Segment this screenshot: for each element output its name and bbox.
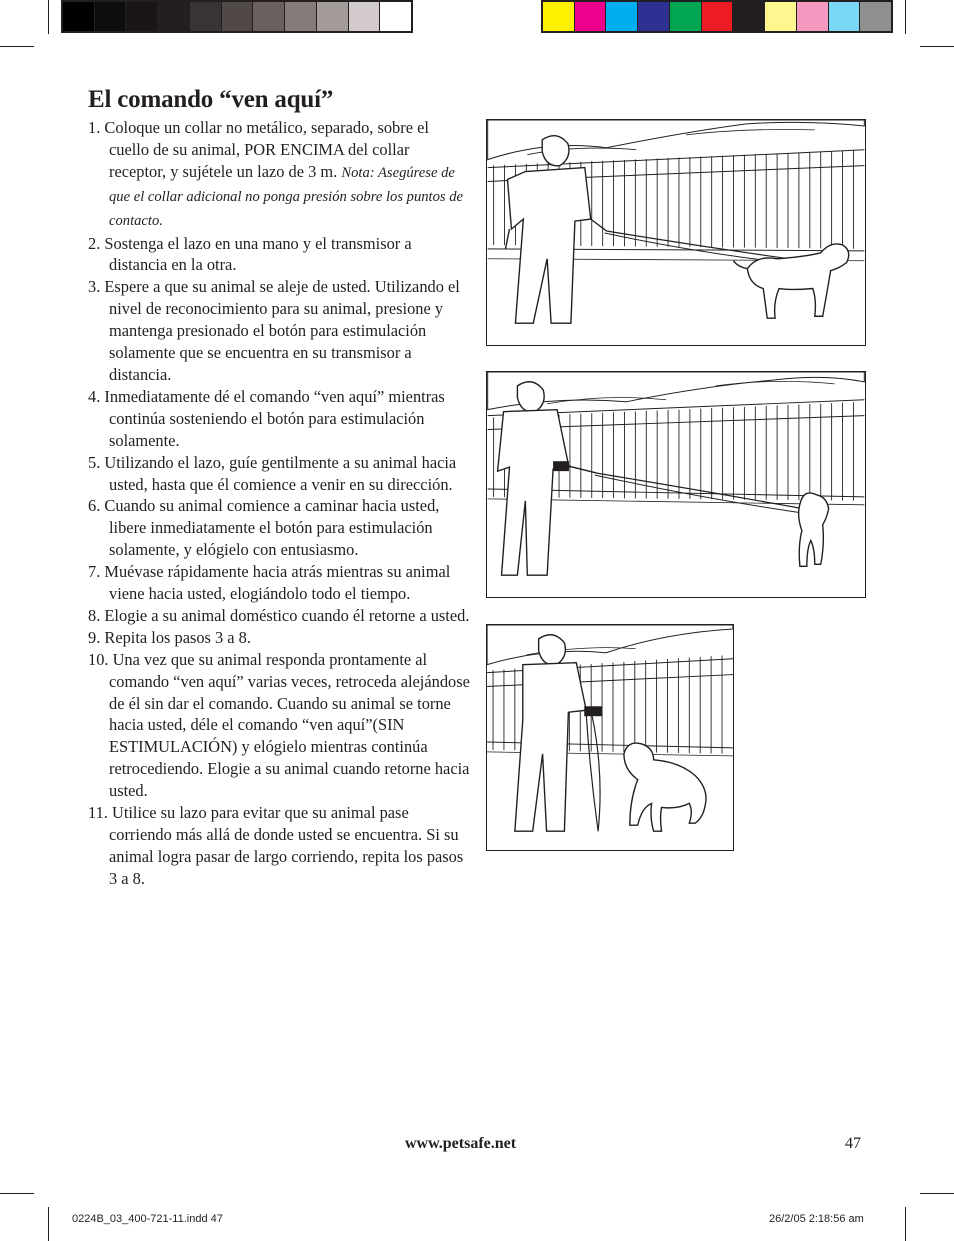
color-swatch	[797, 2, 829, 31]
illustration-drawing	[487, 372, 865, 597]
step-item: 10. Una vez que su animal responda prontamente al comando “ven aquí” varias veces, retroceda alejándose de él sin dar el comando. Cuando su animal se torne hacia usted, déle el comando “ven aquí”(SIN ESTIMULACIÓN) y elógielo mientras continúa retrocediendo. Elogie a su animal cuando retorne hacia usted.	[88, 649, 470, 801]
crop-mark	[0, 46, 34, 47]
illustration-drawing	[487, 625, 733, 850]
step-item: 3. Espere a que su animal se aleje de usted. Utilizando el nivel de reconocimiento para su animal, presione y mantenga presionado el botón para estimulación solamente que se encuentra en su transmisor a distancia.	[88, 277, 460, 384]
crop-mark	[0, 1193, 34, 1194]
color-swatch	[317, 2, 349, 31]
step-item: 8. Elogie a su animal doméstico cuando él retorne a usted.	[88, 605, 470, 625]
color-swatch	[638, 2, 670, 31]
illustration-man-with-dog-returned	[486, 624, 734, 851]
color-swatch	[575, 2, 607, 31]
color-swatch	[543, 2, 575, 31]
color-swatch	[765, 2, 797, 31]
illustration-drawing	[487, 120, 865, 345]
crop-mark	[920, 46, 954, 47]
page-number: 47	[845, 1135, 861, 1152]
crop-mark	[48, 1207, 49, 1241]
print-slug-filename: 0224B_03_400-721-11.indd 47	[72, 1213, 223, 1225]
footer-website-url: www.petsafe.net	[405, 1135, 517, 1152]
color-swatch	[158, 2, 190, 31]
color-swatch	[733, 2, 765, 31]
step-item: 9. Repita los pasos 3 a 8.	[88, 627, 251, 647]
step-item	[88, 117, 470, 233]
color-swatch	[670, 2, 702, 31]
process-color-bar	[541, 0, 893, 33]
illustration-man-walking-dog-on-leash	[486, 119, 866, 346]
color-swatch	[63, 2, 95, 31]
color-swatch	[222, 2, 254, 31]
step-item: 2. Sostenga el lazo en una mano y el transmisor a distancia en la otra.	[88, 233, 412, 275]
print-slug-timestamp: 26/2/05 2:18:56 am	[769, 1213, 864, 1225]
illustration-man-with-transmitter-and-dog	[486, 371, 866, 598]
crop-mark	[48, 0, 49, 34]
color-swatch	[285, 2, 317, 31]
crop-mark	[920, 1193, 954, 1194]
page-title: El comando “ven aquí”	[88, 86, 334, 113]
step-item: 4. Inmediatamente dé el comando “ven aquí” mientras continúa sosteniendo el botón para estimulación solamente.	[88, 386, 445, 450]
color-swatch	[95, 2, 127, 31]
color-swatch	[702, 2, 734, 31]
grayscale-color-bar	[61, 0, 413, 33]
step-item: 6. Cuando su animal comience a caminar hacia usted, libere inmediatamente el botón para estimulación solamente, y elógielo con entusiasmo.	[88, 496, 440, 560]
color-swatch	[380, 2, 411, 31]
step-item: 7. Muévase rápidamente hacia atrás mientras su animal viene hacia usted, elogiándolo todo el tiempo.	[88, 562, 451, 604]
color-swatch	[860, 2, 891, 31]
crop-mark	[905, 0, 906, 34]
color-swatch	[829, 2, 861, 31]
step-text: 1. Coloque un collar no metálico, separado, sobre el cuello de su animal, POR ENCIMA del collar receptor, y sujétele un lazo de 3 m.	[88, 118, 429, 181]
step-item: 5. Utilizando el lazo, guíe gentilmente a su animal hacia usted, hasta que él comience a venir en su dirección.	[88, 452, 457, 494]
color-swatch	[349, 2, 381, 31]
step-item: 11. Utilice su lazo para evitar que su animal pase corriendo más allá de donde usted se encuentra. Si su animal logra pasar de largo corriendo, repita los pasos 3 a 8.	[88, 803, 464, 888]
step-note: Nota: Asegúrese de que el collar adicional no ponga presión sobre los puntos de contacto.	[109, 164, 464, 229]
color-swatch	[126, 2, 158, 31]
crop-mark	[905, 1207, 906, 1241]
color-swatch	[253, 2, 285, 31]
color-swatch	[190, 2, 222, 31]
instruction-steps	[88, 117, 470, 890]
color-swatch	[606, 2, 638, 31]
